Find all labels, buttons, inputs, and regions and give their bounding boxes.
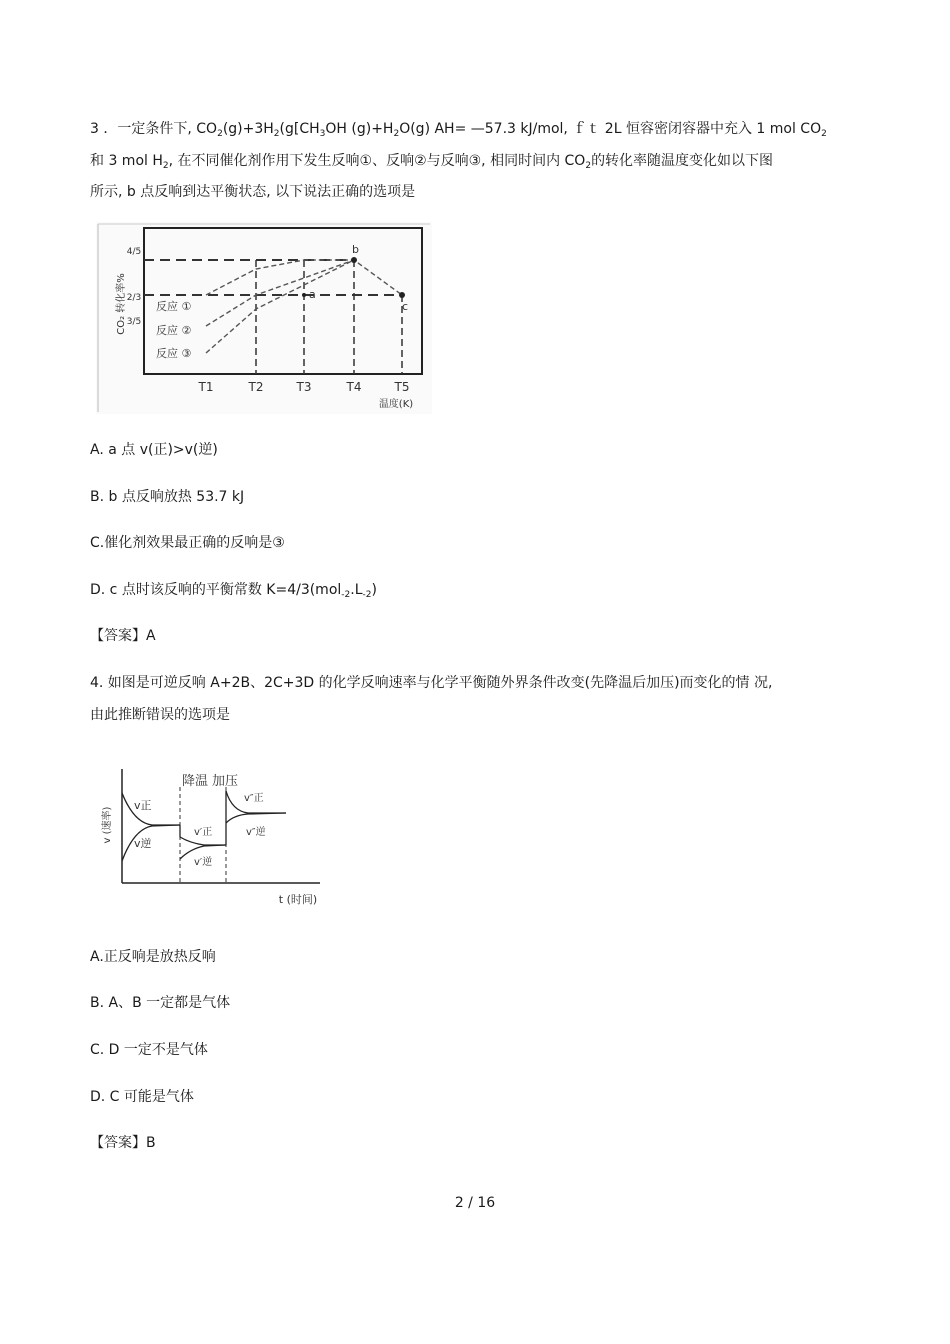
x-axis-label: t (时间) xyxy=(278,893,318,906)
curve-v-fwd-1 xyxy=(180,837,226,845)
q3-line3: 所示, b 点反响到达平衡状态, 以下说法正确的选项是 xyxy=(90,184,416,200)
label-v-fwd-2: v″正 xyxy=(244,793,264,804)
label-v-rev-1: v′逆 xyxy=(194,857,213,868)
label-c: c xyxy=(402,300,409,313)
label-b: b xyxy=(352,243,359,256)
q3-answer: 【答案】A xyxy=(90,628,156,644)
x-tick-t3: T3 xyxy=(296,380,312,394)
q4-line1: 4. 如图是可逆反响 A+2B、2C+3D 的化学反响速率与化学平衡随外界条件改变(先降温后加压)而变化的情 况, xyxy=(90,675,773,691)
point-b xyxy=(351,257,357,263)
label-reaction-1: 反应 ① xyxy=(156,300,192,313)
label-cool: 降温 xyxy=(182,774,209,789)
q4-option-c: C. D 一定不是气体 xyxy=(90,1042,208,1058)
co2-conversion-chart xyxy=(96,222,432,414)
point-c xyxy=(399,292,405,298)
label-v-rev-2: v″逆 xyxy=(246,827,266,838)
chart-background xyxy=(96,222,432,414)
q4-option-b: B. A、B 一定都是气体 xyxy=(90,995,231,1011)
label-reaction-2: 反应 ② xyxy=(156,324,192,337)
curve-v-rev-2 xyxy=(226,813,286,823)
q3-option-d: D. c 点时该反响的平衡常数 $K=4/3(mol_{-2}.L_{-2})$ xyxy=(90,582,377,600)
q4-option-a: A.正反响是放热反响 xyxy=(90,949,216,965)
y-axis-label: CO₂ 转化率% xyxy=(116,273,127,335)
y-tick-4-5: 4/5 xyxy=(126,247,142,257)
label-v-rev: v逆 xyxy=(134,837,152,850)
q4-answer: 【答案】B xyxy=(90,1135,156,1151)
q3-option-c: C.催化剂效果最正确的反响是③ xyxy=(90,535,285,551)
q4-line2: 由此推断错误的选项是 xyxy=(90,707,230,723)
label-v-fwd-1: v′正 xyxy=(194,827,213,838)
page-number: 2 / 16 xyxy=(454,1195,496,1211)
rate-time-chart xyxy=(100,765,332,913)
q3-option-b: B. b 点反响放热 53.7 kJ xyxy=(90,489,245,505)
y-tick-3-5: 3/5 xyxy=(126,317,142,327)
label-press: 加压 xyxy=(212,774,239,789)
x-tick-t2: T2 xyxy=(248,380,264,394)
label-reaction-3: 反应 ③ xyxy=(156,347,192,360)
q3-option-a: A. a 点 v(正)>v(逆) xyxy=(90,442,218,458)
q3-line1: 3 ．一定条件下, $CO_2(g)+3H_2(g[CH_3OH$ $(g)+H_2O(g)$ AH= —57.3 kJ/mol, ｆｔ 2L 恒容密闭容器中充入 1 mol $CO_2$ xyxy=(90,121,827,139)
q4-option-d: D. C 可能是气体 xyxy=(90,1089,194,1105)
x-tick-t1: T1 xyxy=(198,380,214,394)
y-tick-2-3: 2/3 xyxy=(126,293,142,303)
label-a: a xyxy=(309,288,316,301)
y-axis-label: v (速率) xyxy=(102,806,113,844)
x-axis-label: 温度(K) xyxy=(378,399,414,410)
point-a xyxy=(302,293,306,297)
q3-line2: 和 3 mol $H_2$, 在不同催化剂作用下发生反响①、反响②与反响③, 相同时间内 $CO_2$的转化率随温度变化如以下图 xyxy=(90,153,774,171)
label-v-fwd: v正 xyxy=(134,799,152,812)
x-tick-t5: T5 xyxy=(394,380,410,394)
x-tick-t4: T4 xyxy=(346,380,362,394)
